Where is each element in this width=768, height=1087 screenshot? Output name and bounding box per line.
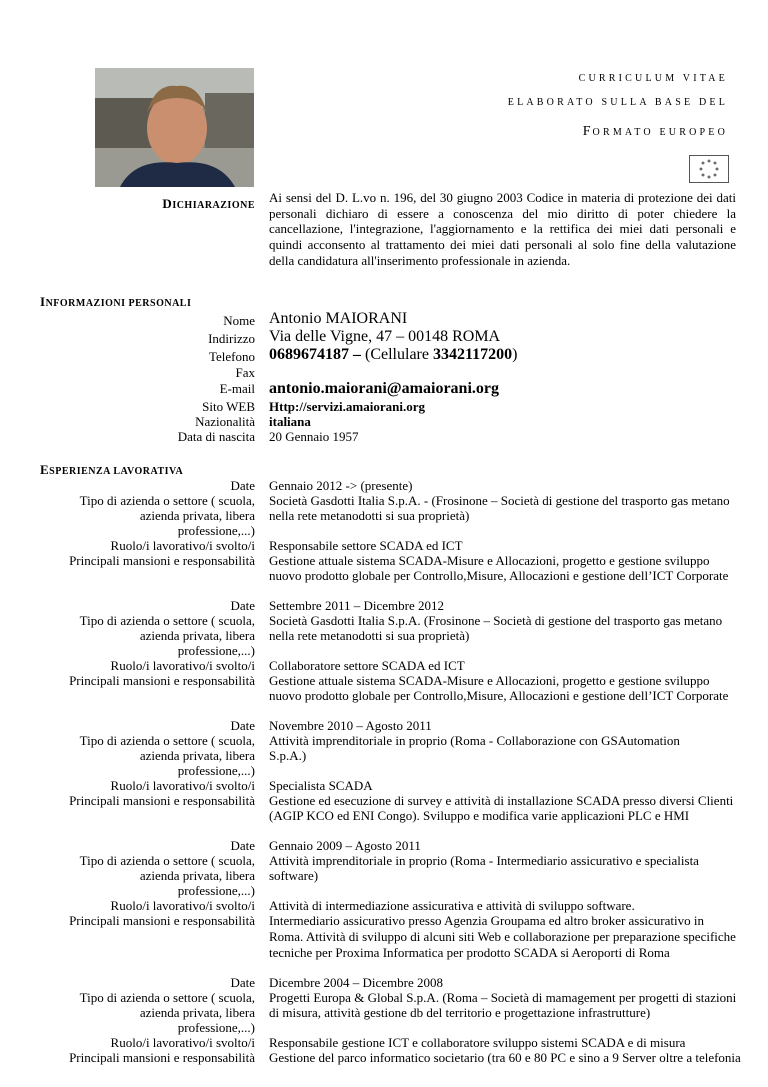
duties-value: Intermediario assicurativo presso Agenzia Groupama ed altro broker assicurativo in [269, 913, 704, 928]
duties-value: Gestione attuale sistema SCADA-Misure e Allocazioni, progetto e gestione sviluppo [269, 553, 710, 568]
company-value: di misura, attività gestione db del territorio e progettazione infrastrutture) [269, 1005, 651, 1020]
eu-flag-logo [689, 155, 729, 183]
duties-value: (AGIP KCO ed ENI Congo). Sviluppo e modifica varie applicazioni PLC e HMI [269, 808, 690, 823]
header-title: CURRICULUM VITAE [578, 73, 728, 84]
date-label: Date [230, 598, 255, 613]
name-label: Nome [223, 313, 255, 328]
company-label: professione,...) [177, 1020, 255, 1035]
company-value: Società Gasdotti Italia S.p.A. - (Frosinone – Società di gestione del trasporto gas metano [269, 493, 730, 508]
role-label: Ruolo/i lavorativo/i svolto/i [110, 1035, 255, 1050]
company-label: azienda privata, libera [139, 748, 255, 763]
role-label: Ruolo/i lavorativo/i svolto/i [110, 898, 255, 913]
duties-value: Roma. Attività di sviluppo di alcuni siti Web e collaborazione per preparazione specifiche [269, 929, 736, 944]
duties-value: Gestione del parco informatico societario (tra 60 e 80 PC e sino a 9 Server oltre a telefonia [269, 1050, 741, 1065]
duties-value: tecniche per Proxima Informatica per prodotto SCADA si Aeroporti di Roma [269, 945, 670, 960]
birth-value: 20 Gennaio 1957 [269, 429, 359, 444]
declaration-text: Ai sensi del D. L.vo n. 196, del 30 giugno 2003 Codice in materia di protezione dei dati personali dichiaro di essere a conoscenza del mio diritto di poter chiedere la cancellazione, l'integrazione, l'aggiornamento e la rettifica dei miei dati personali e quindi acconsento al trattamento dei miei dati personali al solo fine della valutazione della candidatura all'inserimento professionale in azienda. [269, 190, 736, 268]
company-value: Società Gasdotti Italia S.p.A. (Frosinone – Società di gestione del trasporto gas metano [269, 613, 723, 628]
email-value[interactable]: antonio.maiorani@amaiorani.org [269, 380, 499, 397]
company-value: software) [269, 868, 319, 883]
date-label: Date [230, 838, 255, 853]
duties-label: Principali mansioni e responsabilità [69, 553, 255, 568]
company-label: azienda privata, libera [139, 868, 255, 883]
company-value: nella rete metanodotti si sua proprietà) [269, 628, 470, 643]
company-label: Tipo di azienda o settore ( scuola, [79, 733, 255, 748]
duties-label: Principali mansioni e responsabilità [69, 793, 255, 808]
date-value: Settembre 2011 – Dicembre 2012 [269, 598, 444, 613]
company-label: azienda privata, libera [139, 508, 255, 523]
company-label: professione,...) [177, 643, 255, 658]
address-value: Via delle Vigne, 47 – 00148 ROMA [269, 328, 501, 345]
role-value: Responsabile settore SCADA ed ICT [269, 538, 463, 553]
experience-title: ESPERIENZA LAVORATIVA [40, 462, 184, 477]
company-label: professione,...) [177, 763, 255, 778]
role-value: Responsabile gestione ICT e collaboratore sviluppo sistemi SCADA e di misura [269, 1035, 686, 1050]
nationality-label: Nazionalità [195, 414, 255, 429]
company-label: Tipo di azienda o settore ( scuola, [79, 990, 255, 1005]
web-value[interactable]: Http://servizi.amaiorani.org [269, 399, 425, 414]
date-value: Gennaio 2012 -> (presente) [269, 478, 413, 493]
duties-label: Principali mansioni e responsabilità [69, 1050, 255, 1065]
role-value: Collaboratore settore SCADA ed ICT [269, 658, 465, 673]
company-label: Tipo di azienda o settore ( scuola, [79, 493, 255, 508]
birth-label: Data di nascita [177, 429, 255, 444]
name-value: Antonio MAIORANI [269, 310, 408, 327]
duties-value: Gestione ed esecuzione di survey e attività di installazione SCADA presso diversi Clienti [269, 793, 734, 808]
company-label: professione,...) [177, 523, 255, 538]
duties-value: nuovo prodotto globale per Controllo,Misure, Allocazioni e gestione dell’ICT Corporate [269, 568, 729, 583]
company-label: professione,...) [177, 883, 255, 898]
duties-value: nuovo prodotto globale per Controllo,Misure, Allocazioni e gestione dell’ICT Corporate [269, 688, 729, 703]
duties-value: Gestione attuale sistema SCADA-Misure e Allocazioni, progetto e gestione sviluppo [269, 673, 710, 688]
company-label: azienda privata, libera [139, 628, 255, 643]
header-format: FORMATO EUROPEO [582, 124, 728, 139]
profile-photo [95, 68, 254, 187]
date-value: Dicembre 2004 – Dicembre 2008 [269, 975, 444, 990]
date-label: Date [230, 975, 255, 990]
role-label: Ruolo/i lavorativo/i svolto/i [110, 658, 255, 673]
role-label: Ruolo/i lavorativo/i svolto/i [110, 538, 255, 553]
email-label: E-mail [219, 381, 255, 396]
company-label: Tipo di azienda o settore ( scuola, [79, 853, 255, 868]
date-label: Date [230, 718, 255, 733]
phone-value: 0689674187 – (Cellulare 3342117200) [269, 346, 518, 363]
company-value: nella rete metanodotti si sua proprietà) [269, 508, 470, 523]
header-subtitle: ELABORATO SULLA BASE DEL [507, 97, 728, 108]
duties-label: Principali mansioni e responsabilità [69, 673, 255, 688]
company-label: Tipo di azienda o settore ( scuola, [79, 613, 255, 628]
company-value: Attività imprenditoriale in proprio (Roma - Collaborazione con GSAutomation [269, 733, 680, 748]
personal-info-title: INFORMAZIONI PERSONALI [40, 294, 192, 309]
company-label: azienda privata, libera [139, 1005, 255, 1020]
web-label: Sito WEB [202, 399, 255, 414]
nationality-value: italiana [269, 414, 311, 429]
date-value: Novembre 2010 – Agosto 2011 [269, 718, 432, 733]
role-value: Specialista SCADA [269, 778, 373, 793]
company-value: Attività imprenditoriale in proprio (Roma - Intermediario assicurativo e specialista [269, 853, 699, 868]
fax-label: Fax [235, 365, 255, 380]
duties-label: Principali mansioni e responsabilità [69, 913, 255, 928]
phone-label: Telefono [208, 349, 255, 364]
role-value: Attività di intermediazione assicurativa e attività di sviluppo software. [269, 898, 635, 913]
company-value: S.p.A.) [269, 748, 307, 763]
date-label: Date [230, 478, 255, 493]
address-label: Indirizzo [208, 331, 255, 346]
declaration-label: DICHIARAZIONE [162, 196, 255, 211]
company-value: Progetti Europa & Global S.p.A. (Roma – Società di mamagement per progetti di stazioni [269, 990, 737, 1005]
role-label: Ruolo/i lavorativo/i svolto/i [110, 778, 255, 793]
date-value: Gennaio 2009 – Agosto 2011 [269, 838, 421, 853]
